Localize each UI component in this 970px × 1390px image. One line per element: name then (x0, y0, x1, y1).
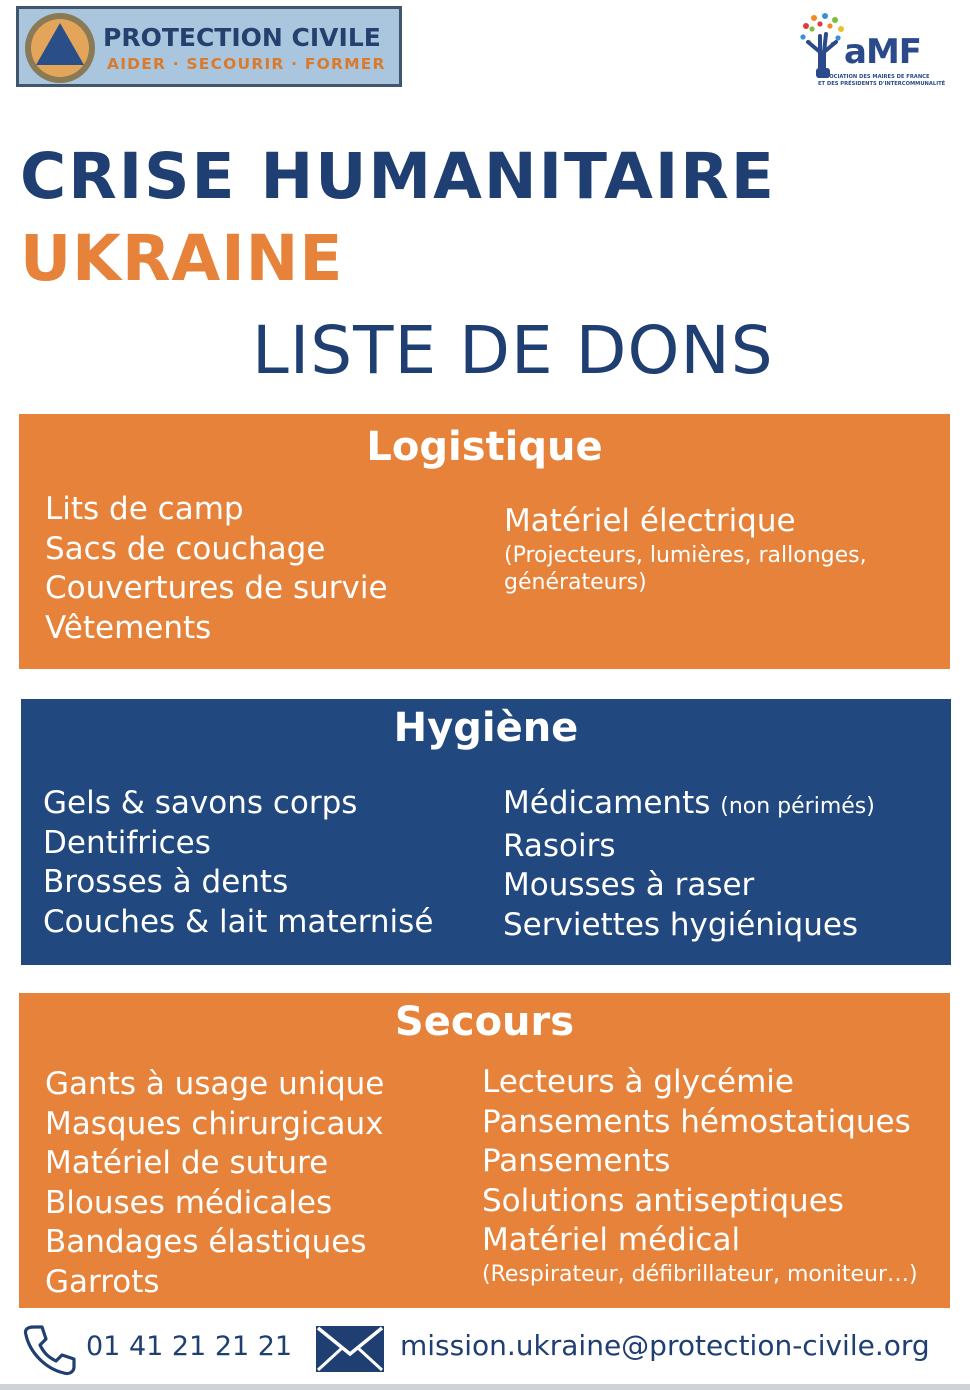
item-note: (non périmés) (720, 794, 875, 819)
list-item: Gels & savons corps (43, 785, 358, 821)
list-item: Matériel médical (482, 1222, 741, 1258)
protection-civile-logo (16, 6, 402, 87)
list-item: Rasoirs (503, 827, 616, 864)
list-item: Pansements hémostatiques (482, 1103, 911, 1140)
list-item (503, 784, 875, 827)
triangle-emblem-icon (23, 11, 97, 85)
amf-subtitle: ASSOCIATION DES MAIRES DE FRANCE (818, 74, 930, 80)
section-secours (19, 993, 950, 1308)
section-title: Logistique (366, 424, 603, 470)
item-note: (Projecteurs, lumières, rallonges, (504, 542, 867, 568)
item-note: générateurs) (504, 569, 647, 595)
item-list-right (504, 502, 867, 596)
list-item-label: Médicaments (503, 785, 711, 821)
section-title: Hygiène (393, 705, 579, 751)
list-item: Lecteurs à glycémie (482, 1064, 794, 1100)
phone-icon (22, 1323, 76, 1377)
logo-title: PROTECTION CIVILE (103, 23, 381, 52)
email-link[interactable]: mission.ukraine@protection-civile.org (400, 1329, 930, 1362)
amf-wordmark: aMF (844, 32, 922, 72)
headline-country: UKRAINE (20, 222, 344, 295)
list-item: Lits de camp (45, 491, 244, 527)
item-list-right (482, 1063, 918, 1288)
list-item: Matériel de suture (45, 1145, 329, 1181)
envelope-icon (316, 1326, 384, 1372)
list-item: Bandages élastiques (45, 1224, 367, 1260)
item-note: (Respirateur, défibrillateur, moniteur…) (482, 1261, 918, 1287)
item-list-left (45, 490, 388, 648)
list-item: Garrots (45, 1263, 160, 1300)
list-item: Mousses à raser (503, 867, 755, 903)
list-item: Blouses médicales (45, 1184, 333, 1221)
amf-subtitle: ET DES PRÉSIDENTS D'INTERCOMMUNALITÉ (818, 81, 946, 87)
list-item: Serviettes hygiéniques (503, 906, 859, 943)
list-item: Gants à usage unique (45, 1066, 385, 1102)
item-list-right (503, 784, 875, 945)
logo-tagline: AIDER · SECOURIR · FORMER (107, 55, 386, 73)
list-item: Pansements (482, 1143, 671, 1179)
list-item: Matériel électrique (504, 503, 796, 539)
item-list-left (43, 784, 433, 942)
list-item: Couvertures de survie (45, 570, 388, 606)
list-item: Vêtements (45, 609, 212, 646)
section-title: Secours (394, 999, 575, 1045)
section-logistique (19, 414, 950, 669)
bottom-divider (0, 1384, 970, 1390)
item-list-left (45, 1065, 384, 1302)
headline: CRISE HUMANITAIRE (20, 140, 776, 213)
list-item: Dentifrices (43, 824, 211, 861)
list-item: Couches & lait maternisé (43, 903, 434, 940)
list-item: Brosses à dents (43, 864, 289, 900)
amf-logo (798, 12, 953, 94)
page-title: LISTE DE DONS (252, 312, 774, 389)
list-item: Solutions antiseptiques (482, 1182, 844, 1219)
phone-number[interactable]: 01 41 21 21 21 (86, 1331, 293, 1362)
section-hygiene (21, 699, 951, 965)
list-item: Masques chirurgicaux (45, 1105, 384, 1142)
list-item: Sacs de couchage (45, 530, 326, 567)
